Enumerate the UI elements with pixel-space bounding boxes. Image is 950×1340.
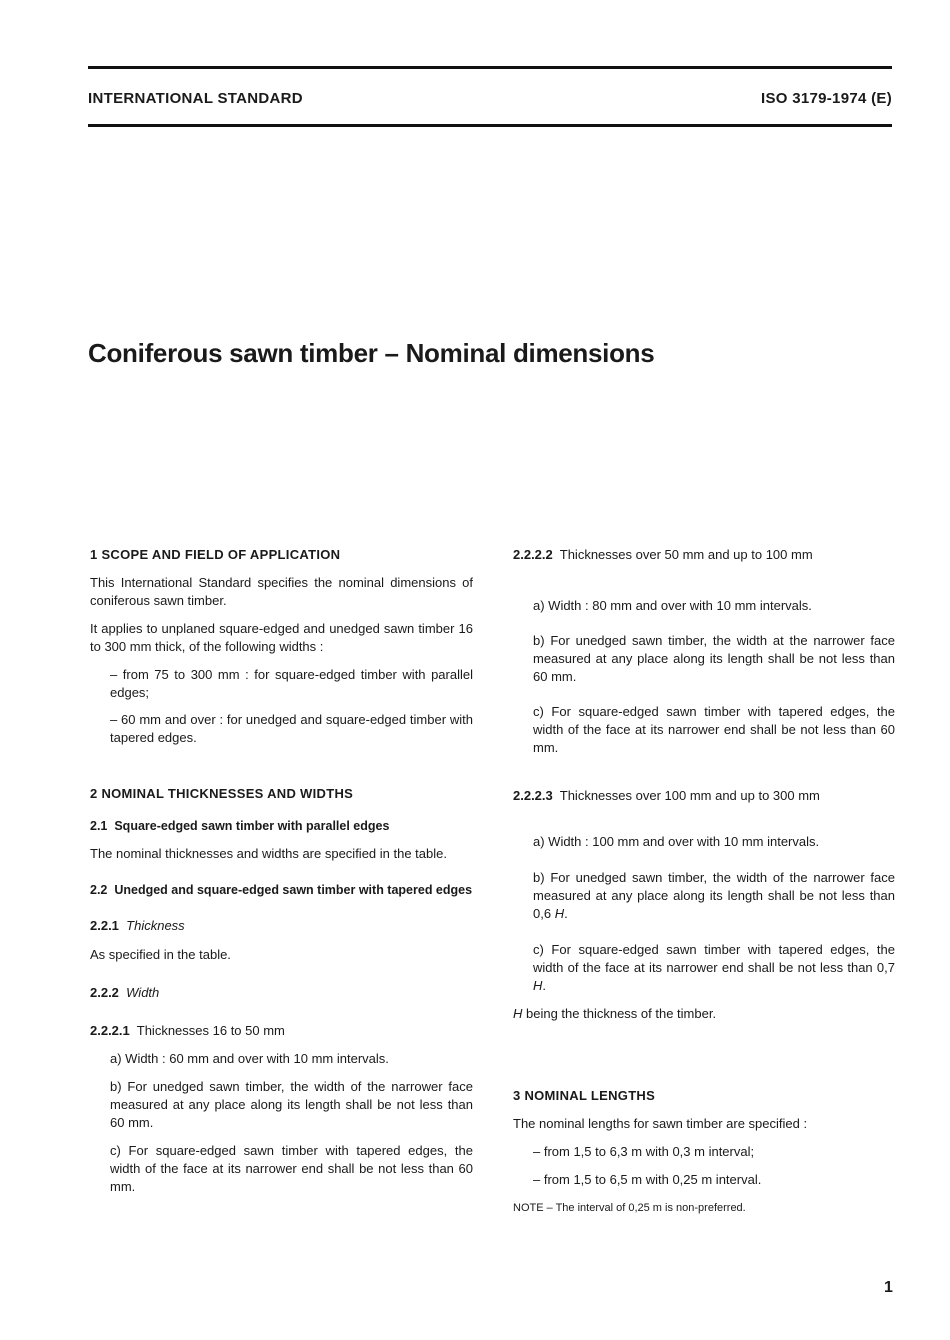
subsection-2-2-2-2-item-b: b) For unedged sawn timber, the width at the narrower face measured at any place along its length shall be not less than 60 mm. xyxy=(533,633,895,684)
item-c-text: c) For square-edged sawn timber with tapered edges, the width of the face at its narrower end shall be not less than 0,7 xyxy=(533,942,895,975)
h-variable: H xyxy=(513,1006,523,1021)
subsection-2-2-2-1-item-a: a) Width : 60 mm and over with 10 mm intervals. xyxy=(110,1051,389,1066)
subsection-2-2-2-3-title: Thicknesses over 100 mm and up to 300 mm xyxy=(559,788,820,803)
section-1-list-item-2: – 60 mm and over : for unedged and square-edged timber with tapered edges. xyxy=(110,712,473,745)
section-1-paragraph-2: It applies to unplaned square-edged and unedged sawn timber 16 to 300 mm thick, of the following widths : xyxy=(90,621,473,654)
subsection-2-2-1-title: Thickness xyxy=(126,918,185,933)
section-3-note: NOTE – The interval of 0,25 m is non-preferred. xyxy=(513,1202,746,1214)
subsection-2-2-2-3-heading xyxy=(513,787,895,805)
subsection-2-2-1-heading xyxy=(90,917,473,935)
subsection-2-2-title: Unedged and square-edged sawn timber with tapered edges xyxy=(114,883,473,897)
subsection-2-2-1-number: 2.2.1 xyxy=(90,918,119,933)
section-3-paragraph: The nominal lengths for sawn timber are specified : xyxy=(513,1116,808,1131)
header-bottom-rule xyxy=(88,124,892,127)
subsection-2-2-2-3-item-c xyxy=(513,941,895,995)
subsection-2-2-2-3-item-b xyxy=(513,869,895,923)
item-b-variable: H xyxy=(554,906,565,921)
left-column xyxy=(90,546,473,1196)
subsection-2-2-heading xyxy=(90,881,473,899)
header-standard-label: INTERNATIONAL STANDARD xyxy=(88,90,303,107)
subsection-2-2-2-1-number: 2.2.2.1 xyxy=(90,1023,130,1038)
page-number: 1 xyxy=(884,1279,893,1296)
subsection-2-1-title: Square-edged sawn timber with parallel edges xyxy=(114,819,390,833)
subsection-2-2-2-2-item-c: c) For square-edged sawn timber with tapered edges, the width of the face at its narrower end shall be not less than 60 mm. xyxy=(533,704,895,755)
subsection-2-1-paragraph: The nominal thicknesses and widths are specified in the table. xyxy=(90,846,447,861)
subsection-2-2-2-number: 2.2.2 xyxy=(90,985,119,1000)
subsection-2-2-1-paragraph: As specified in the table. xyxy=(90,947,231,962)
right-column xyxy=(513,546,895,1217)
h-definition xyxy=(513,1005,895,1023)
subsection-2-2-2-1-title: Thicknesses 16 to 50 mm xyxy=(136,1023,285,1038)
subsection-2-2-2-title: Width xyxy=(126,985,160,1000)
subsection-2-2-2-heading xyxy=(90,984,473,1002)
section-1-heading: 1 SCOPE AND FIELD OF APPLICATION xyxy=(90,547,341,562)
subsection-2-2-2-2-title: Thicknesses over 50 mm and up to 100 mm xyxy=(559,547,813,562)
subsection-2-2-2-1-item-b: b) For unedged sawn timber, the width of the narrower face measured at any place along its length shall be not less than 60 mm. xyxy=(110,1079,473,1130)
section-3-list-item-2: – from 1,5 to 6,5 m with 0,25 m interval. xyxy=(533,1172,762,1187)
subsection-2-2-2-1-heading xyxy=(90,1022,473,1040)
h-definition-text: being the thickness of the timber. xyxy=(522,1006,717,1021)
subsection-2-1-heading xyxy=(90,817,473,835)
item-b-end: . xyxy=(564,906,568,921)
section-3-list-item-1: – from 1,5 to 6,3 m with 0,3 m interval; xyxy=(533,1144,755,1159)
subsection-2-2-2-3-number: 2.2.2.3 xyxy=(513,788,553,803)
header-standard-number: ISO 3179-1974 (E) xyxy=(760,90,892,107)
subsection-2-2-number: 2.2 xyxy=(90,883,108,897)
subsection-2-1-number: 2.1 xyxy=(90,819,108,833)
document-title: Coniferous sawn timber – Nominal dimensions xyxy=(88,338,655,368)
header-top-rule xyxy=(88,66,892,69)
subsection-2-2-2-1-item-c: c) For square-edged sawn timber with tapered edges, the width of the face at its narrower end shall be not less than 60 mm. xyxy=(110,1143,473,1194)
section-1-paragraph-1: This International Standard specifies the nominal dimensions of coniferous sawn timber. xyxy=(90,575,473,608)
subsection-2-2-2-2-item-a: a) Width : 80 mm and over with 10 mm intervals. xyxy=(533,598,812,613)
section-3-heading: 3 NOMINAL LENGTHS xyxy=(513,1088,656,1103)
item-c-end: . xyxy=(542,978,547,993)
section-1-list-item-1: – from 75 to 300 mm : for square-edged timber with parallel edges; xyxy=(110,667,473,700)
subsection-2-2-2-2-heading xyxy=(513,546,895,564)
subsection-2-2-2-2-number: 2.2.2.2 xyxy=(513,547,553,562)
item-c-variable: H xyxy=(533,978,543,993)
section-2-heading: 2 NOMINAL THICKNESSES AND WIDTHS xyxy=(90,786,354,801)
subsection-2-2-2-3-item-a: a) Width : 100 mm and over with 10 mm intervals. xyxy=(533,834,820,849)
item-b-text: b) For unedged sawn timber, the width of the narrower face measured at any place along its length shall be not less than 0,6 xyxy=(533,870,895,921)
